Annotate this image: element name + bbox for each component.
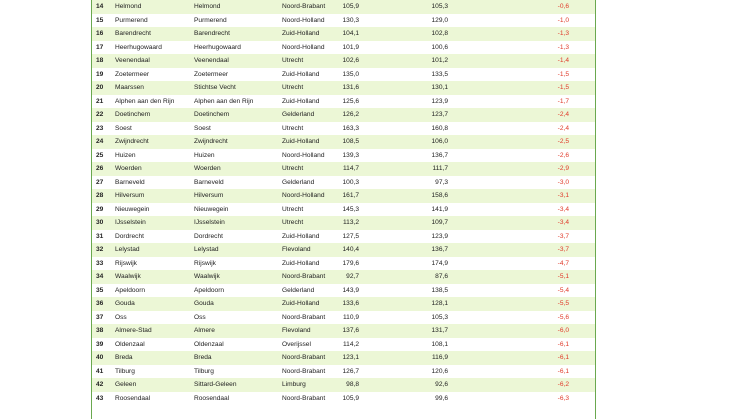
value1-cell: 163,3: [342, 124, 359, 132]
change-cell: -6,1: [557, 367, 569, 375]
province-cell: Zuid-Holland: [282, 97, 320, 105]
place-cell: Alphen aan den Rijn: [115, 97, 175, 105]
place-cell: Woerden: [115, 165, 142, 172]
change-cell: -2,6: [557, 151, 569, 159]
change-cell: -4,7: [557, 259, 569, 267]
municipality-cell: Lelystad: [194, 246, 219, 253]
value2-cell: 133,5: [431, 70, 448, 78]
change-cell: -1,3: [557, 30, 569, 37]
municipality-cell: Alphen aan den Rijn: [194, 97, 254, 105]
value2-cell: 128,1: [431, 300, 448, 307]
value2-cell: 97,3: [435, 178, 448, 186]
table-row: [92, 365, 595, 379]
change-cell: -3,7: [557, 232, 569, 240]
change-cell: -5,4: [557, 286, 569, 294]
province-cell: Zuid-Holland: [282, 232, 320, 240]
value2-cell: 160,8: [431, 124, 448, 132]
rank-cell: 40: [96, 354, 104, 361]
province-cell: Noord-Brabant: [282, 354, 326, 361]
value1-cell: 127,5: [342, 232, 359, 240]
rank-cell: 23: [96, 124, 104, 132]
value1-cell: 140,4: [342, 246, 359, 253]
province-cell: Zuid-Holland: [282, 259, 320, 267]
table-row: [92, 351, 595, 365]
province-cell: Utrecht: [282, 124, 304, 132]
change-cell: -5,6: [557, 313, 569, 321]
province-cell: Flevoland: [282, 327, 311, 334]
change-cell: -1,5: [557, 84, 569, 91]
province-cell: Noord-Brabant: [282, 367, 326, 375]
municipality-cell: Tilburg: [194, 367, 214, 375]
municipality-cell: Rijswijk: [194, 259, 216, 267]
municipality-cell: Breda: [194, 354, 212, 361]
value1-cell: 101,9: [342, 43, 359, 51]
table-row: [92, 95, 595, 109]
table-row: [92, 122, 595, 136]
value1-cell: 126,7: [342, 367, 359, 375]
province-cell: Overijssel: [282, 340, 311, 348]
place-cell: Roosendaal: [115, 394, 151, 402]
place-cell: Veenendaal: [115, 57, 150, 64]
value2-cell: 106,0: [431, 138, 448, 145]
place-cell: Zoetermeer: [115, 70, 150, 78]
change-cell: -2,5: [557, 138, 569, 145]
change-cell: -2,4: [557, 111, 569, 118]
place-cell: Helmond: [115, 3, 142, 10]
rank-cell: 35: [96, 286, 104, 294]
change-cell: -6,1: [557, 354, 569, 361]
table-row: [92, 135, 595, 149]
province-cell: Gelderland: [282, 286, 315, 294]
value1-cell: 108,5: [342, 138, 359, 145]
table-row: [92, 176, 595, 190]
municipality-cell: Helmond: [194, 3, 221, 10]
value2-cell: 141,9: [431, 205, 448, 213]
place-cell: Lelystad: [115, 246, 140, 253]
rank-cell: 20: [96, 84, 104, 91]
province-cell: Utrecht: [282, 84, 304, 91]
rank-cell: 24: [96, 138, 104, 145]
municipality-cell: Oss: [194, 313, 206, 321]
rank-cell: 19: [96, 70, 104, 78]
value1-cell: 161,7: [342, 192, 359, 199]
table-row: [92, 203, 595, 217]
province-cell: Noord-Holland: [282, 192, 325, 199]
value1-cell: 98,8: [346, 381, 359, 388]
place-cell: Oss: [115, 313, 127, 321]
table-row: [92, 108, 595, 122]
change-cell: -6,2: [557, 381, 569, 388]
province-cell: Utrecht: [282, 205, 304, 213]
province-cell: Flevoland: [282, 246, 311, 253]
table-row: [92, 54, 595, 68]
value1-cell: 130,3: [342, 16, 359, 24]
rank-cell: 39: [96, 340, 104, 348]
place-cell: Tilburg: [115, 367, 135, 375]
change-cell: -6,3: [557, 394, 569, 402]
table-row: [92, 378, 595, 392]
value2-cell: 105,3: [431, 313, 448, 321]
municipality-cell: Barneveld: [194, 178, 224, 186]
change-cell: -1,3: [557, 43, 569, 51]
rank-cell: 43: [96, 394, 104, 402]
place-cell: Doetinchem: [115, 111, 151, 118]
value1-cell: 131,6: [342, 84, 359, 91]
province-cell: Zuid-Holland: [282, 138, 320, 145]
municipality-cell: Almere: [194, 327, 215, 334]
province-cell: Noord-Brabant: [282, 313, 326, 321]
table-row: [92, 14, 595, 28]
value2-cell: 123,7: [431, 111, 448, 118]
rank-cell: 26: [96, 165, 104, 172]
province-cell: Noord-Holland: [282, 151, 325, 159]
municipality-cell: Purmerend: [194, 16, 227, 24]
rank-cell: 36: [96, 300, 104, 307]
value2-cell: 130,1: [431, 84, 448, 91]
municipality-cell: Veenendaal: [194, 57, 229, 64]
rank-cell: 37: [96, 313, 104, 321]
value1-cell: 110,9: [342, 313, 359, 321]
rank-cell: 21: [96, 97, 104, 105]
table-row: [92, 68, 595, 82]
value1-cell: 92,7: [346, 273, 359, 280]
value1-cell: 145,3: [342, 205, 359, 213]
place-cell: Zwijndrecht: [115, 138, 149, 145]
table-row: [92, 338, 595, 352]
change-cell: -2,9: [557, 165, 569, 172]
change-cell: -3,4: [557, 219, 569, 226]
value2-cell: 129,0: [431, 16, 448, 24]
rank-cell: 32: [96, 246, 104, 253]
municipality-cell: Zoetermeer: [194, 70, 229, 78]
value1-cell: 104,1: [342, 30, 359, 37]
change-cell: -1,7: [557, 97, 569, 105]
place-cell: Breda: [115, 354, 133, 361]
province-cell: Utrecht: [282, 219, 304, 226]
province-cell: Noord-Holland: [282, 43, 325, 51]
rank-cell: 22: [96, 111, 104, 118]
value2-cell: 123,9: [431, 232, 448, 240]
value2-cell: 174,9: [431, 259, 448, 267]
place-cell: Barneveld: [115, 178, 145, 186]
change-cell: -3,4: [557, 205, 569, 213]
place-cell: Oldenzaal: [115, 340, 145, 348]
value1-cell: 125,6: [342, 97, 359, 105]
table-row: [92, 230, 595, 244]
place-cell: Almere-Stad: [115, 327, 152, 334]
rank-cell: 30: [96, 219, 104, 226]
value1-cell: 133,6: [342, 300, 359, 307]
value2-cell: 108,1: [431, 340, 448, 348]
change-cell: -1,5: [557, 70, 569, 78]
table-row: [92, 392, 595, 406]
municipality-cell: Oldenzaal: [194, 340, 224, 348]
value1-cell: 100,3: [342, 178, 359, 186]
table-row: [92, 284, 595, 298]
place-cell: IJsselstein: [115, 219, 146, 226]
place-cell: Apeldoorn: [115, 286, 146, 294]
table-row: [92, 41, 595, 55]
province-cell: Noord-Brabant: [282, 3, 326, 10]
province-cell: Noord-Brabant: [282, 394, 326, 402]
table-row: [92, 189, 595, 203]
change-cell: -1,4: [557, 57, 569, 64]
municipality-cell: Huizen: [194, 151, 215, 159]
place-cell: Gouda: [115, 300, 135, 307]
place-cell: Rijswijk: [115, 259, 137, 267]
change-cell: -1,0: [557, 16, 569, 24]
value2-cell: 136,7: [431, 246, 448, 253]
table-row: [92, 243, 595, 257]
municipality-cell: IJsselstein: [194, 219, 225, 226]
value2-cell: 92,6: [435, 381, 448, 388]
value2-cell: 138,5: [431, 286, 448, 294]
value1-cell: 105,9: [342, 3, 359, 10]
place-cell: Huizen: [115, 151, 136, 159]
change-cell: -5,1: [557, 273, 569, 280]
municipality-cell: Barendrecht: [194, 30, 230, 37]
table-row: [92, 81, 595, 95]
value2-cell: 102,8: [431, 30, 448, 37]
value2-cell: 111,7: [432, 165, 448, 172]
value1-cell: 135,0: [342, 70, 359, 78]
municipality-cell: Soest: [194, 124, 211, 132]
value1-cell: 102,6: [342, 57, 359, 64]
change-cell: -3,0: [557, 178, 569, 186]
change-cell: -3,7: [557, 246, 569, 253]
table-row: [92, 216, 595, 230]
value1-cell: 113,2: [342, 219, 359, 226]
value2-cell: 131,7: [431, 327, 448, 334]
rank-cell: 41: [96, 367, 104, 375]
province-cell: Gelderland: [282, 111, 315, 118]
rank-cell: 14: [96, 3, 104, 10]
value1-cell: 139,3: [342, 151, 359, 159]
table-row: [92, 162, 595, 176]
table-row: [92, 27, 595, 41]
rank-cell: 16: [96, 30, 104, 37]
value1-cell: 126,2: [342, 111, 359, 118]
table-row: [92, 270, 595, 284]
document-page: [91, 0, 596, 419]
municipality-cell: Zwijndrecht: [194, 138, 228, 145]
place-cell: Hilversum: [115, 192, 145, 199]
province-cell: Utrecht: [282, 165, 304, 172]
province-cell: Zuid-Holland: [282, 300, 320, 307]
rank-cell: 38: [96, 327, 104, 334]
place-cell: Purmerend: [115, 16, 148, 24]
rank-cell: 17: [96, 43, 104, 51]
value2-cell: 101,2: [431, 57, 448, 64]
change-cell: -0,6: [557, 3, 569, 10]
value2-cell: 105,3: [431, 3, 448, 10]
table-row: [92, 0, 595, 14]
rank-cell: 42: [96, 381, 104, 388]
rank-cell: 28: [96, 192, 104, 199]
province-cell: Noord-Holland: [282, 16, 325, 24]
change-cell: -5,5: [557, 300, 569, 307]
rank-cell: 27: [96, 178, 104, 186]
province-cell: Limburg: [282, 381, 306, 388]
rank-cell: 15: [96, 16, 104, 24]
table-row: [92, 311, 595, 325]
value2-cell: 87,6: [435, 273, 448, 280]
value1-cell: 114,7: [342, 165, 359, 172]
value2-cell: 99,6: [435, 394, 448, 402]
place-cell: Waalwijk: [115, 273, 141, 280]
place-cell: Maarssen: [115, 84, 144, 91]
place-cell: Geleen: [115, 381, 137, 388]
value1-cell: 105,9: [342, 394, 359, 402]
place-cell: Heerhugowaard: [115, 43, 162, 51]
change-cell: -2,4: [557, 124, 569, 132]
municipality-cell: Sittard-Geleen: [194, 381, 237, 388]
value2-cell: 123,9: [431, 97, 448, 105]
rank-cell: 31: [96, 232, 104, 240]
municipality-cell: Roosendaal: [194, 394, 230, 402]
value1-cell: 123,1: [342, 354, 359, 361]
table-row: [92, 324, 595, 338]
municipality-cell: Gouda: [194, 300, 214, 307]
province-cell: Gelderland: [282, 178, 315, 186]
rank-cell: 25: [96, 151, 104, 159]
value1-cell: 143,9: [342, 286, 359, 294]
municipality-cell: Doetinchem: [194, 111, 230, 118]
value2-cell: 158,6: [431, 192, 448, 199]
value1-cell: 179,6: [342, 259, 359, 267]
province-cell: Zuid-Holland: [282, 70, 320, 78]
municipality-cell: Apeldoorn: [194, 286, 225, 294]
municipality-cell: Dordrecht: [194, 232, 223, 240]
place-cell: Soest: [115, 124, 132, 132]
change-cell: -3,1: [557, 192, 569, 199]
table-row: [92, 297, 595, 311]
value2-cell: 116,9: [431, 354, 448, 361]
ranking-table: [92, 0, 595, 405]
municipality-cell: Woerden: [194, 165, 221, 172]
value2-cell: 120,6: [431, 367, 448, 375]
municipality-cell: Nieuwegein: [194, 205, 229, 213]
change-cell: -6,0: [557, 327, 569, 334]
value1-cell: 137,6: [342, 327, 359, 334]
province-cell: Noord-Brabant: [282, 273, 326, 280]
rank-cell: 18: [96, 57, 104, 64]
municipality-cell: Hilversum: [194, 192, 224, 199]
place-cell: Nieuwegein: [115, 205, 150, 213]
value2-cell: 109,7: [431, 219, 448, 226]
rank-cell: 33: [96, 259, 104, 267]
rank-cell: 34: [96, 273, 104, 280]
table-row: [92, 257, 595, 271]
value2-cell: 136,7: [431, 151, 448, 159]
place-cell: Dordrecht: [115, 232, 144, 240]
municipality-cell: Waalwijk: [194, 273, 220, 280]
value2-cell: 100,6: [431, 43, 448, 51]
change-cell: -6,1: [557, 340, 569, 348]
place-cell: Barendrecht: [115, 30, 151, 37]
value1-cell: 114,2: [342, 340, 359, 348]
rank-cell: 29: [96, 205, 104, 213]
municipality-cell: Stichtse Vecht: [194, 84, 236, 91]
table-row: [92, 149, 595, 163]
province-cell: Zuid-Holland: [282, 30, 320, 37]
province-cell: Utrecht: [282, 57, 304, 64]
municipality-cell: Heerhugowaard: [194, 43, 241, 51]
